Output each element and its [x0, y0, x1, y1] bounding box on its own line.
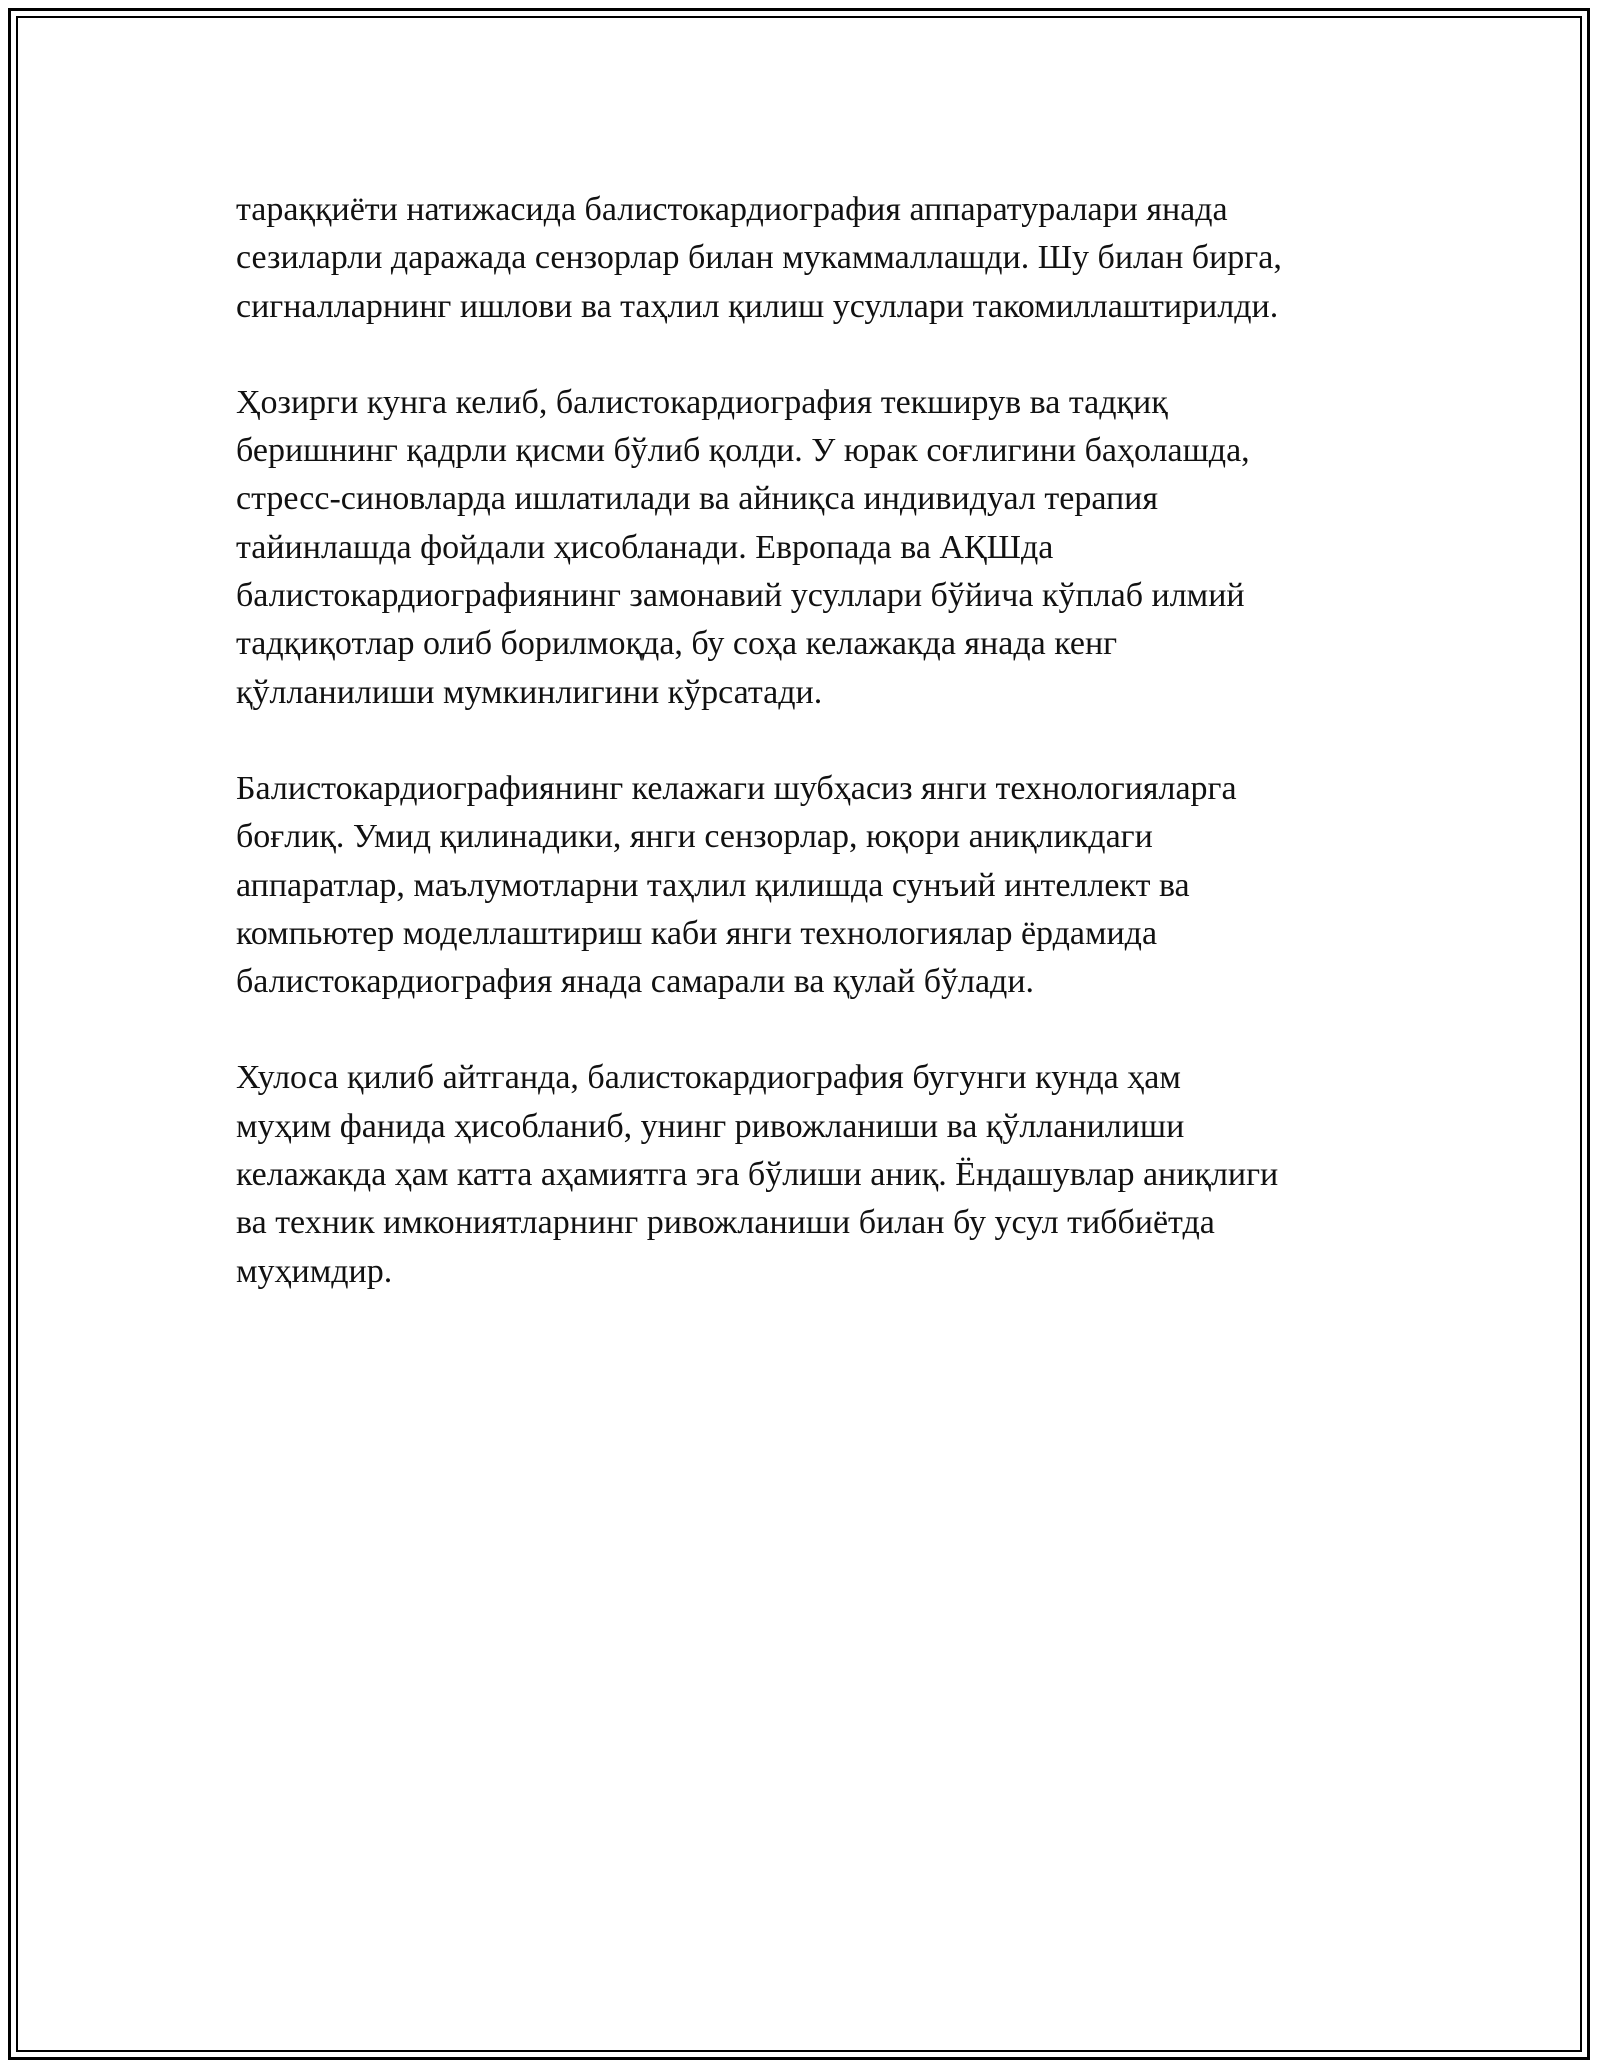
- text-line: беришнинг қадрли қисми бўлиб қолди. У юрак соғлигини баҳолашда,: [236, 432, 1250, 470]
- text-line: боғлиқ. Умид қилинадики, янги сензорлар, юқори аниқликдаги: [236, 818, 1153, 856]
- text-line: балистокардиография янада самарали ва қулай бўлади.: [236, 963, 1035, 1001]
- paragraph: [236, 765, 1376, 1006]
- text-line: стресс-синовларда ишлатилади ва айниқса индивидуал терапия: [236, 480, 1159, 518]
- paragraph: [236, 1054, 1376, 1295]
- text-line: келажакда ҳам катта аҳамиятга эга бўлиши аниқ. Ёндашувлар аниқлиги: [236, 1156, 1279, 1194]
- text-line: тараққиёти натижасида балистокардиография аппаратуралари янада: [236, 191, 1228, 228]
- text-line: сигналларнинг ишлови ва таҳлил қилиш усуллари такомиллаштирилди.: [236, 287, 1279, 325]
- text-line: қўлланилиши мумкинлигини кўрсатади.: [236, 673, 823, 711]
- text-line: ва техник имкониятларнинг ривожланиши билан бу усул тиббиётда: [236, 1204, 1215, 1242]
- text-line: Балистокардиографиянинг келажаги шубҳасиз янги технологияларга: [236, 769, 1237, 807]
- paragraph: [236, 379, 1376, 717]
- text-line: Хулоса қилиб айтганда, балистокардиография бугунги кунда ҳам: [236, 1059, 1181, 1097]
- paragraph: [236, 186, 1376, 331]
- text-line: муҳим фанида ҳисобланиб, унинг ривожланиши ва қўлланилиши: [236, 1107, 1185, 1145]
- text-line: Ҳозирги кунга келиб, балистокардиография текширув ва тадқиқ: [236, 383, 1168, 421]
- text-line: тайинлашда фойдали ҳисобланади. Европада ва АҚШда: [236, 528, 1054, 566]
- text-line: компьютер моделлаштириш каби янги технологиялар ёрдамида: [236, 914, 1158, 952]
- text-line: тадқиқотлар олиб борилмоқда, бу соҳа келажакда янада кенг: [236, 625, 1118, 663]
- text-line: муҳимдир.: [236, 1252, 393, 1290]
- text-line: сезиларли даражада сензорлар билан мукаммаллашди. Шу билан бирга,: [236, 239, 1282, 277]
- text-line: балистокардиографиянинг замонавий усуллари бўйича кўплаб илмий: [236, 577, 1245, 615]
- document-body: [236, 186, 1376, 1344]
- text-line: аппаратлар, маълумотларни таҳлил қилишда сунъий интеллект ва: [236, 866, 1190, 904]
